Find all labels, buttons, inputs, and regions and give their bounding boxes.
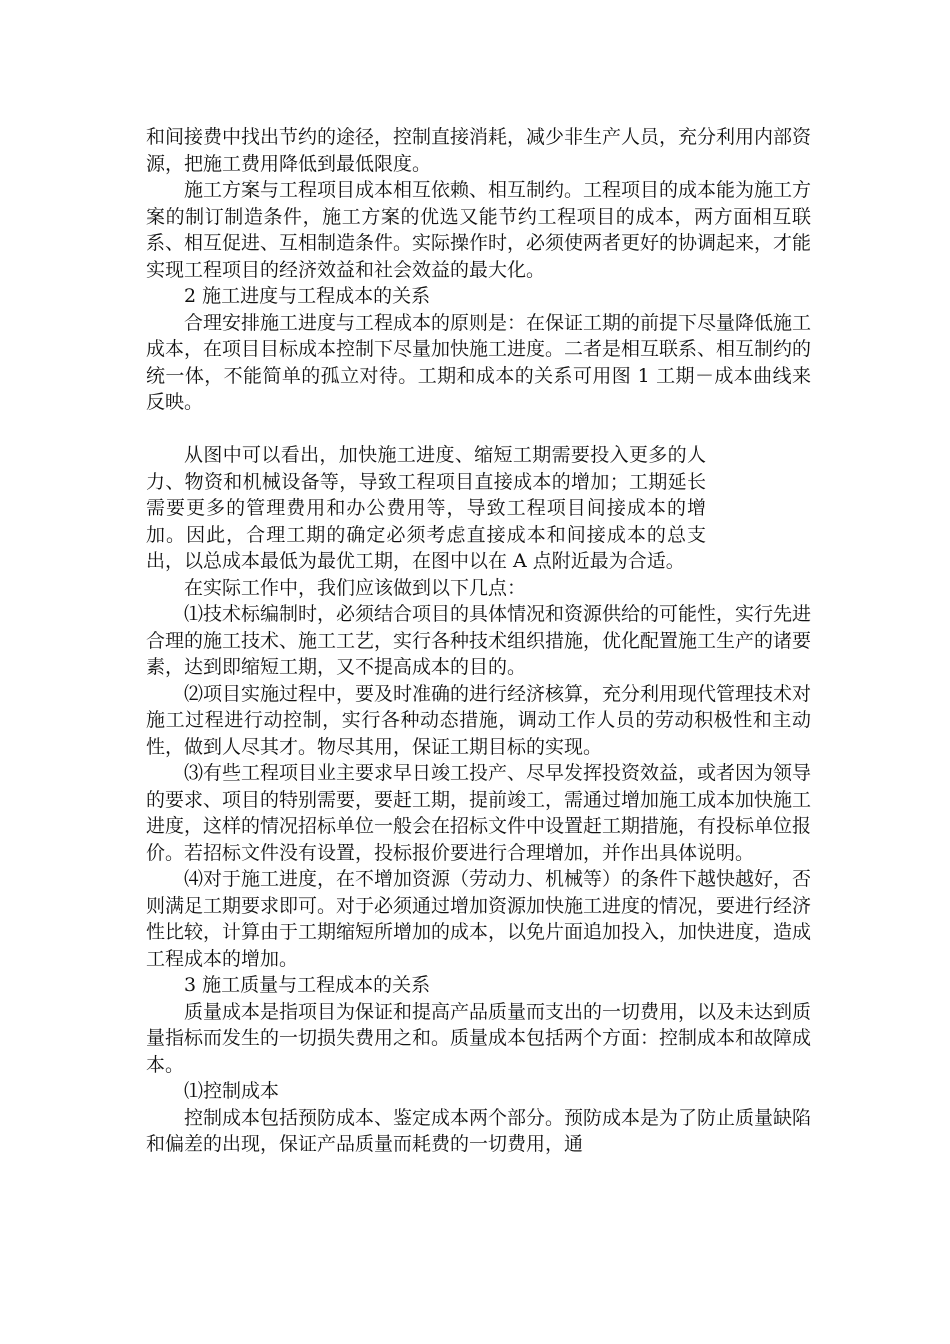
- list-item-1: ⑴技术标编制时，必须结合项目的具体情况和资源供给的可能性，实行先进合理的施工技术、施工工艺，实行各种技术组织措施，优化配置施工生产的诸要素，达到即缩短工期，又不提高成本的目的。: [146, 603, 812, 678]
- list-item-2: ⑵项目实施过程中，要及时准确的进行经济核算，充分利用现代管理技术对施工过程进行动控制，实行各种动态措施，调动工作人员的劳动积极性和主动性，做到人尽其才。物尽其用，保证工期目标的实现。: [146, 682, 812, 758]
- document-body: [146, 124, 811, 1158]
- paragraph-practice-intro: 在实际工作中，我们应该做到以下几点：: [184, 576, 527, 599]
- paragraph-construction-plan: 施工方案与工程项目成本相互依赖、相互制约。工程项目的成本能为施工方案的制订制造条件，施工方案的优选又能节约工程项目的成本，两方面相互联系、相互促进、互相制造条件。实际操作时，必须使两者更好的协调起来，才能实现工程项目的经济效益和社会效益的最大化。: [146, 179, 812, 281]
- paragraph-continuation: 和间接费中找出节约的途径，控制直接消耗，减少非生产人员，充分利用内部资源，把施工费用降低到最低限度。: [146, 126, 812, 175]
- figure-placeholder-space: [146, 416, 811, 443]
- list-item-3: ⑶有些工程项目业主要求早日竣工投产、尽早发挥投资效益，或者因为领导的要求、项目的特别需要，要赶工期，提前竣工，需通过增加施工成本加快施工进度，这样的情况招标单位一般会在招标文件中设置赶工期措施，有投标单位报价。若招标文件没有设置，投标报价要进行合理增加，并作出具体说明。: [146, 762, 812, 864]
- subheading-control-cost: ⑴控制成本: [184, 1080, 280, 1102]
- section-heading-quality-cost: 3 施工质量与工程成本的关系: [184, 974, 431, 996]
- paragraph-schedule-principle: 合理安排施工进度与工程成本的原则是：在保证工期的前提下尽量降低施工成本，在项目目标成本控制下尽量加快施工进度。二者是相互联系、相互制约的统一体，不能简单的孤立对待。工期和成本的关系可用图 1 工期－成本曲线来反映。: [146, 311, 812, 413]
- section-heading-schedule-cost: 2 施工进度与工程成本的关系: [184, 285, 431, 307]
- list-item-4: ⑷对于施工进度，在不增加资源（劳动力、机械等）的条件下越快越好，否则满足工期要求即可。对于必须通过增加资源加快施工进度的情况，要进行经济性比较，计算由于工期缩短所增加的成本，以免片面追加投入，加快进度，造成工程成本的增加。: [146, 868, 812, 970]
- paragraph-control-cost: 控制成本包括预防成本、鉴定成本两个部分。预防成本是为了防止质量缺陷和偏差的出现，保证产品质量而耗费的一切费用，通: [146, 1106, 812, 1155]
- paragraph-quality-cost-definition: 质量成本是指项目为保证和提高产品质量而支出的一切费用，以及未达到质量指标而发生的一切损失费用之和。质量成本包括两个方面：控制成本和故障成本。: [146, 1000, 812, 1076]
- paragraph-figure-explanation: 从图中可以看出，加快施工进度、缩短工期需要投入更多的人力、物资和机械设备等，导致工程项目直接成本的增加；工期延长需要更多的管理费用和办公费用等，导致工程项目间接成本的增加。因此，合理工期的确定必须考虑直接成本和间接成本的总支出，以总成本最低为最优工期，在图中以在 A 点附近最为合适。: [146, 444, 706, 572]
